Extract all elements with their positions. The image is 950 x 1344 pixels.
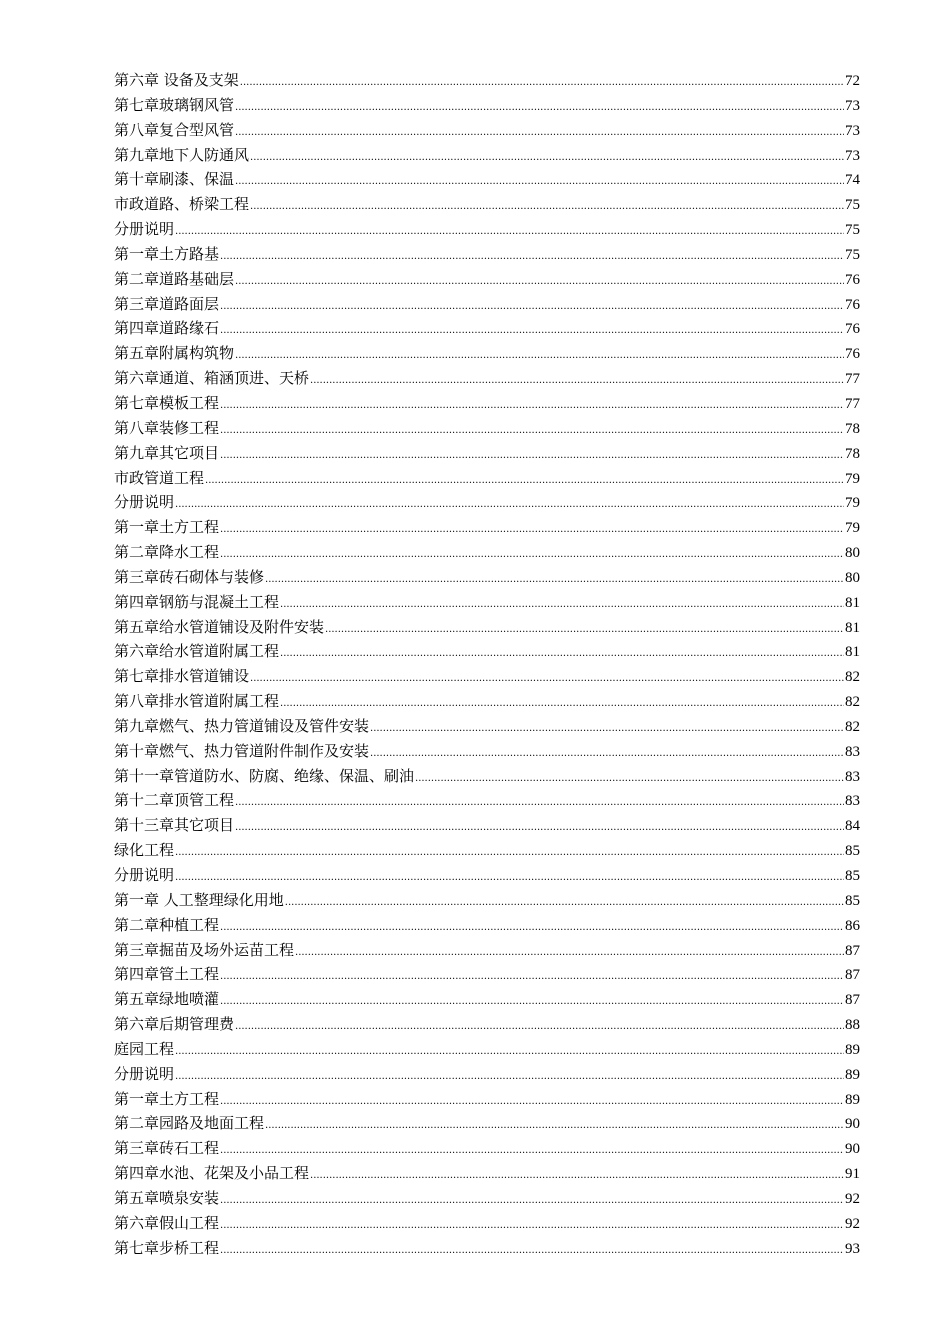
toc-dot-leader: [235, 1015, 844, 1040]
toc-entry[interactable]: [114, 639, 860, 664]
toc-entry[interactable]: [114, 739, 860, 764]
toc-entry-page-number: 78: [845, 420, 860, 437]
toc-entry[interactable]: [114, 118, 860, 143]
toc-dot-leader: [295, 941, 844, 966]
toc-entry-title: 庭园工程: [114, 1039, 175, 1058]
toc-dot-leader: [280, 593, 844, 618]
toc-entry[interactable]: [114, 962, 860, 987]
toc-entry-page-number: 90: [845, 1116, 860, 1133]
toc-entry-page-number: 79: [845, 470, 860, 487]
toc-entry-title: 第八章复合型风管: [114, 120, 235, 139]
toc-dot-leader: [220, 990, 844, 1015]
toc-dot-leader: [205, 469, 844, 494]
toc-entry-title: 第六章假山工程: [114, 1213, 220, 1232]
toc-entry-page-number: 82: [845, 669, 860, 686]
toc-entry-page-number: 83: [845, 743, 860, 760]
toc-entry-title: 第六章 设备及支架: [114, 71, 239, 89]
toc-entry-page-number: 92: [845, 1215, 860, 1232]
toc-entry[interactable]: [114, 441, 860, 466]
toc-entry[interactable]: [114, 267, 860, 292]
toc-dot-leader: [220, 965, 844, 990]
toc-entry-page-number: 89: [845, 1041, 860, 1058]
toc-entry-page-number: 81: [845, 619, 860, 636]
toc-entry-page-number: 93: [845, 1240, 860, 1257]
toc-entry[interactable]: [114, 938, 860, 963]
toc-entry-title: 第十二章顶管工程: [114, 791, 235, 810]
toc-dot-leader: [235, 816, 844, 841]
toc-entry[interactable]: [114, 590, 860, 615]
toc-dot-leader: [370, 742, 844, 767]
toc-entry[interactable]: [114, 714, 860, 739]
toc-dot-leader: [220, 1214, 844, 1239]
toc-entry-page-number: 79: [845, 520, 860, 537]
toc-entry-page-number: 84: [845, 818, 860, 835]
toc-dot-leader: [220, 1239, 844, 1264]
toc-entry-page-number: 75: [845, 246, 860, 263]
toc-entry-title: 绿化工程: [114, 841, 175, 860]
toc-dot-leader: [250, 195, 844, 220]
toc-entry-title: 第七章玻璃钢风管: [114, 95, 235, 114]
toc-entry-title: 第七章模板工程: [114, 393, 220, 412]
toc-entry-title: 第六章后期管理费: [114, 1015, 235, 1034]
toc-dot-leader: [220, 319, 844, 344]
toc-entry-page-number: 81: [845, 644, 860, 661]
toc-entry[interactable]: [114, 863, 860, 888]
toc-entry-page-number: 83: [845, 793, 860, 810]
toc-entry[interactable]: [114, 838, 860, 863]
toc-entry[interactable]: [114, 1087, 860, 1112]
toc-entry[interactable]: [114, 167, 860, 192]
toc-dot-leader: [220, 419, 844, 444]
toc-entry-title: 分册说明: [114, 493, 175, 512]
toc-dot-leader: [175, 1040, 844, 1065]
toc-entry-page-number: 85: [845, 892, 860, 909]
toc-entry-title: 第二章降水工程: [114, 543, 220, 562]
toc-entry-title: 第五章给水管道铺设及附件安装: [114, 617, 325, 636]
toc-dot-leader: [235, 791, 844, 816]
toc-entry-page-number: 74: [845, 172, 860, 189]
toc-entry-page-number: 73: [845, 122, 860, 139]
toc-entry-title: 第三章掘苗及场外运苗工程: [114, 940, 295, 959]
toc-entry-title: 第十一章管道防水、防腐、绝缘、保温、刷油: [114, 766, 415, 785]
toc-dot-leader: [235, 121, 844, 146]
toc-entry-title: 市政管道工程: [114, 468, 205, 487]
toc-entry-page-number: 79: [845, 495, 860, 512]
toc-entry[interactable]: [114, 217, 860, 242]
toc-entry[interactable]: [114, 93, 860, 118]
toc-entry-page-number: 75: [845, 197, 860, 214]
toc-dot-leader: [235, 344, 844, 369]
toc-entry[interactable]: [114, 913, 860, 938]
toc-dot-leader: [220, 916, 844, 941]
toc-entry-title: 第九章地下人防通风: [114, 145, 250, 164]
toc-entry-page-number: 88: [845, 1017, 860, 1034]
toc-entry[interactable]: [114, 888, 860, 913]
toc-dot-leader: [220, 444, 844, 469]
toc-entry[interactable]: [114, 366, 860, 391]
toc-dot-leader: [220, 1189, 844, 1214]
toc-entry-title: 第四章钢筋与混凝土工程: [114, 592, 280, 611]
toc-entry[interactable]: [114, 192, 860, 217]
toc-entry-page-number: 85: [845, 868, 860, 884]
toc-entry-page-number: 78: [845, 445, 860, 462]
toc-entry[interactable]: [114, 1136, 860, 1161]
toc-dot-leader: [175, 220, 844, 245]
toc-entry-title: 第八章排水管道附属工程: [114, 692, 280, 711]
toc-dot-leader: [220, 1139, 844, 1164]
toc-entry-title: 第九章其它项目: [114, 443, 220, 462]
toc-entry-title: 第六章给水管道附属工程: [114, 642, 280, 661]
toc-dot-leader: [175, 493, 844, 518]
toc-entry[interactable]: [114, 242, 860, 267]
toc-entry-page-number: 82: [845, 718, 860, 735]
toc-entry-title: 第四章管土工程: [114, 965, 220, 984]
table-of-contents: [114, 68, 860, 1261]
toc-entry-page-number: 77: [845, 395, 860, 412]
toc-entry-title: 第一章土方工程: [114, 518, 220, 537]
toc-entry-title: 分册说明: [114, 866, 175, 884]
toc-entry-title: 第五章喷泉安装: [114, 1188, 220, 1207]
toc-entry[interactable]: [114, 987, 860, 1012]
toc-entry-page-number: 76: [845, 321, 860, 338]
toc-entry-title: 第二章道路基础层: [114, 269, 235, 288]
toc-entry-title: 第一章 人工整理绿化用地: [114, 890, 284, 909]
toc-entry-page-number: 82: [845, 694, 860, 711]
toc-entry[interactable]: [114, 1111, 860, 1136]
toc-entry-page-number: 83: [845, 768, 860, 785]
toc-dot-leader: [220, 543, 844, 568]
toc-dot-leader: [250, 146, 844, 171]
toc-entry-page-number: 80: [845, 545, 860, 562]
toc-dot-leader: [220, 394, 844, 419]
toc-entry[interactable]: [114, 813, 860, 838]
toc-entry[interactable]: [114, 764, 860, 789]
toc-entry-title: 第三章道路面层: [114, 294, 220, 313]
toc-entry-title: 第七章步桥工程: [114, 1238, 220, 1257]
toc-dot-leader: [265, 568, 844, 593]
toc-entry-page-number: 87: [845, 992, 860, 1009]
toc-entry[interactable]: [114, 416, 860, 441]
toc-entry[interactable]: [114, 1161, 860, 1186]
toc-entry-page-number: 89: [845, 1066, 860, 1083]
toc-entry-page-number: 92: [845, 1190, 860, 1207]
toc-entry[interactable]: [114, 1186, 860, 1211]
toc-entry-page-number: 75: [845, 222, 860, 239]
toc-entry[interactable]: [114, 316, 860, 341]
toc-entry-page-number: 77: [845, 371, 860, 388]
toc-entry-title: 第七章排水管道铺设: [114, 667, 250, 686]
toc-entry[interactable]: [114, 788, 860, 813]
toc-dot-leader: [280, 642, 844, 667]
toc-entry-title: 市政道路、桥梁工程: [114, 195, 250, 214]
toc-dot-leader: [240, 71, 844, 96]
toc-entry[interactable]: [114, 615, 860, 640]
toc-entry-page-number: 76: [845, 296, 860, 313]
toc-entry-page-number: 86: [845, 917, 860, 934]
toc-entry-title: 第三章砖石工程: [114, 1139, 220, 1158]
toc-entry-title: 第一章土方路基: [114, 244, 220, 263]
toc-dot-leader: [370, 717, 844, 742]
toc-entry-title: 第四章水池、花架及小品工程: [114, 1164, 310, 1183]
toc-entry-title: 第四章道路缘石: [114, 319, 220, 338]
toc-entry-page-number: 90: [845, 1141, 860, 1158]
toc-entry-title: 分册说明: [114, 220, 175, 239]
toc-entry[interactable]: [114, 341, 860, 366]
toc-entry-page-number: 85: [845, 843, 860, 860]
toc-entry[interactable]: [114, 490, 860, 515]
toc-entry-title: 第二章园路及地面工程: [114, 1114, 265, 1133]
toc-entry[interactable]: [114, 292, 860, 317]
toc-entry[interactable]: [114, 1012, 860, 1037]
toc-dot-leader: [250, 667, 844, 692]
toc-entry-title: 第三章砖石砌体与装修: [114, 567, 265, 586]
toc-dot-leader: [220, 245, 844, 270]
toc-entry-title: 第十章刷漆、保温: [114, 170, 235, 189]
toc-dot-leader: [325, 618, 844, 643]
toc-entry-title: 第二章种植工程: [114, 915, 220, 934]
toc-dot-leader: [220, 1090, 844, 1115]
toc-entry[interactable]: [114, 68, 860, 93]
toc-dot-leader: [310, 369, 844, 394]
toc-entry[interactable]: [114, 689, 860, 714]
toc-entry-title: 第八章装修工程: [114, 418, 220, 437]
toc-dot-leader: [235, 270, 844, 295]
toc-entry[interactable]: [114, 1211, 860, 1236]
toc-entry-page-number: 76: [845, 346, 860, 363]
toc-dot-leader: [235, 96, 844, 121]
toc-entry-page-number: 73: [845, 97, 860, 114]
toc-entry[interactable]: [114, 664, 860, 689]
toc-dot-leader: [175, 841, 844, 866]
toc-entry-page-number: 87: [845, 967, 860, 984]
toc-entry-page-number: 89: [845, 1091, 860, 1108]
toc-entry-title: 第十三章其它项目: [114, 816, 235, 835]
toc-entry-title: 第九章燃气、热力管道铺设及管件安装: [114, 716, 370, 735]
toc-entry[interactable]: [114, 1037, 860, 1062]
toc-entry[interactable]: [114, 540, 860, 565]
toc-entry[interactable]: [114, 143, 860, 168]
toc-entry-title: 第五章附属构筑物: [114, 344, 235, 363]
toc-entry-title: 第五章绿地喷灌: [114, 990, 220, 1009]
toc-entry-title: 第六章通道、箱涵顶进、天桥: [114, 369, 310, 388]
toc-entry-page-number: 80: [845, 569, 860, 586]
toc-entry-title: 第十章燃气、热力管道附件制作及安装: [114, 741, 370, 760]
toc-dot-leader: [220, 518, 844, 543]
toc-entry[interactable]: [114, 466, 860, 491]
toc-entry[interactable]: [114, 515, 860, 540]
toc-dot-leader: [175, 1065, 844, 1090]
toc-dot-leader: [285, 891, 844, 916]
toc-entry-page-number: 73: [845, 147, 860, 164]
toc-entry[interactable]: [114, 1236, 860, 1261]
toc-dot-leader: [265, 1114, 844, 1139]
toc-entry[interactable]: [114, 1062, 860, 1087]
toc-dot-leader: [310, 1164, 844, 1189]
toc-dot-leader: [220, 295, 844, 320]
toc-dot-leader: [235, 170, 844, 195]
toc-entry-page-number: 91: [845, 1166, 860, 1183]
toc-entry-title: 第一章土方工程: [114, 1089, 220, 1108]
toc-entry-title: 分册说明: [114, 1064, 175, 1083]
toc-entry-page-number: 76: [845, 271, 860, 288]
toc-entry-page-number: 81: [845, 594, 860, 611]
toc-entry[interactable]: [114, 391, 860, 416]
toc-entry-page-number: 87: [845, 942, 860, 959]
toc-dot-leader: [415, 767, 844, 792]
toc-entry[interactable]: [114, 565, 860, 590]
toc-entry-page-number: 72: [845, 73, 860, 89]
